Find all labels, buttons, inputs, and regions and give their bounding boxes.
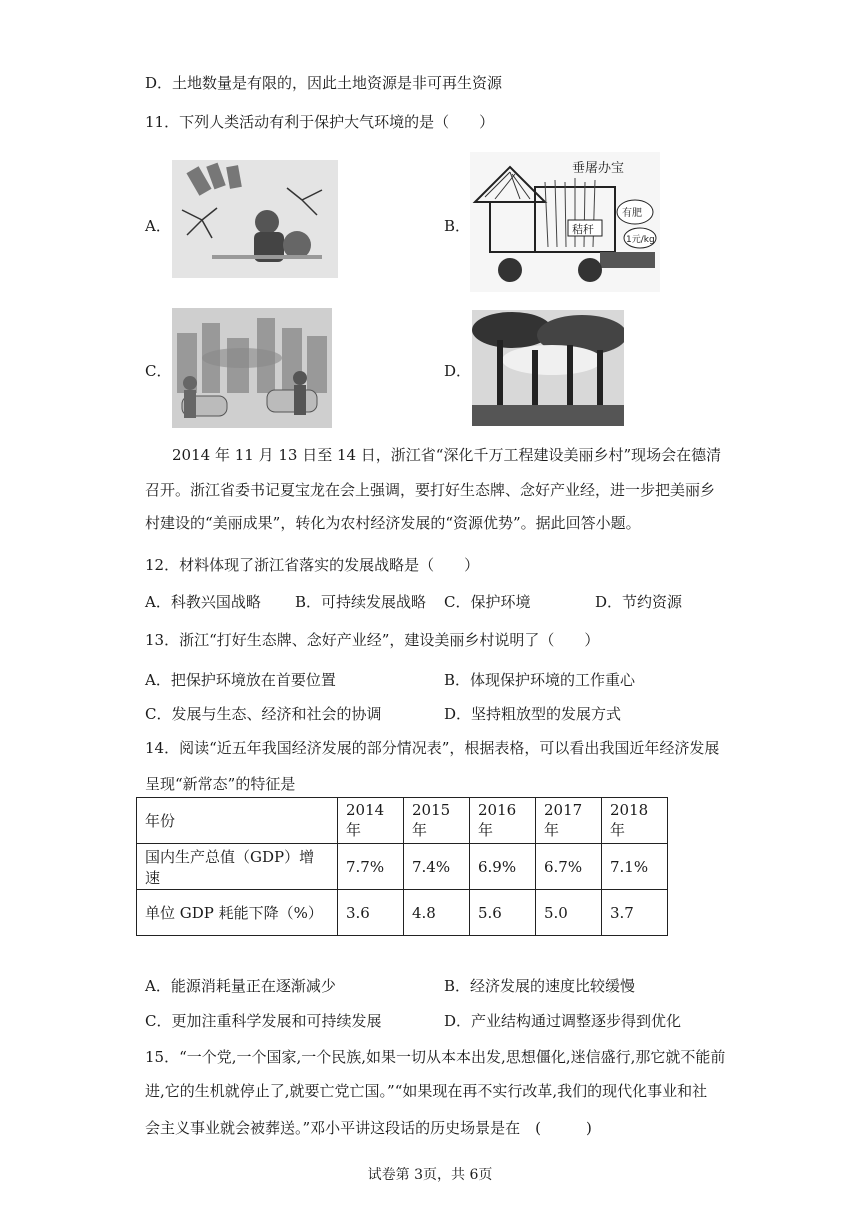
q14-stem-line-1: 14．阅读“近五年我国经济发展的部分情况表”，根据表格，可以看出我国近年经济发展 (145, 739, 720, 757)
price-bag-text: 1元/kg (626, 235, 655, 245)
straw-truck-illustration (470, 152, 660, 292)
fertilizer-bag-text: 有肥 (622, 208, 642, 219)
q15-line-3: 会主义事业就会被葬送。”邓小平讲这段话的历史场景是在 ( ) (145, 1119, 592, 1137)
q11-stem: 11．下列人类活动有利于保护大气环境的是（ ） (145, 113, 495, 131)
passage-line-1: 2014 年 11 月 13 日至 14 日，浙江省“深化千万工程建设美丽乡村”现场会在德清 (172, 446, 722, 464)
truck-cargo-text: 秸秆 (572, 223, 594, 236)
q11-image-d (472, 310, 624, 426)
table-cell: 5.6 (470, 890, 536, 936)
table-header-cell: 2017 年 (536, 798, 602, 844)
fireworks-illustration (172, 160, 338, 278)
q12-option-c: C．保护环境 (444, 593, 531, 611)
q14-option-b: B．经济发展的速度比较缓慢 (444, 977, 636, 995)
economy-table (136, 797, 668, 936)
q11-label-a: A． (145, 217, 171, 235)
table-cell: 7.7% (338, 844, 404, 890)
q11-label-d: D． (444, 362, 472, 380)
q11-image-a (172, 160, 338, 278)
passage-line-2: 召开。浙江省委书记夏宝龙在会上强调，要打好生态牌、念好产业经，进一步把美丽乡 (145, 481, 716, 499)
q11-label-c: C． (145, 362, 172, 380)
q13-option-c: C．发展与生态、经济和社会的协调 (145, 705, 382, 723)
q13-option-a: A．把保护环境放在首要位置 (145, 671, 336, 689)
q15-line-1: 15．“一个党,一个国家,一个民族,如果一切从本本出发,思想僵化,迷信盛行,那它就不能前 (145, 1048, 726, 1066)
q12-option-b: B．可持续发展战略 (295, 593, 427, 611)
table-cell: 4.8 (404, 890, 470, 936)
table-cell: 6.9% (470, 844, 536, 890)
traffic-pollution-illustration (172, 308, 332, 428)
table-header-cell: 2014 年 (338, 798, 404, 844)
table-cell: 7.4% (404, 844, 470, 890)
passage-line-3: 村建设的“美丽成果”，转化为农村经济发展的“资源优势”。据此回答小题。 (145, 514, 641, 532)
table-header-cell: 年份 (137, 798, 338, 844)
table-cell: 3.6 (338, 890, 404, 936)
table-cell: 3.7 (602, 890, 668, 936)
q14-stem-line-2: 呈现“新常态”的特征是 (145, 775, 296, 793)
table-header-cell: 2015 年 (404, 798, 470, 844)
table-cell: 单位 GDP 耗能下降（%） (137, 890, 338, 936)
table-row (137, 844, 668, 890)
q11-image-b (470, 152, 660, 292)
q14-option-d: D．产业结构通过调整逐步得到优化 (444, 1012, 682, 1030)
q14-option-a: A．能源消耗量正在逐渐减少 (145, 977, 336, 995)
q11-image-c (172, 308, 332, 428)
table-cell: 国内生产总值（GDP）增速 (137, 844, 338, 890)
q15-line-2: 进,它的生机就停止了,就要亡党亡国。”“如果现在再不实行改革,我们的现代化事业和社 (145, 1082, 708, 1100)
truck-sign-text: 垂屠办宝 (572, 161, 625, 176)
table-header-cell: 2018 年 (602, 798, 668, 844)
q13-stem: 13．浙江“打好生态牌、念好产业经”，建设美丽乡村说明了（ ） (145, 631, 600, 649)
table-cell: 7.1% (602, 844, 668, 890)
table-header-row (137, 798, 668, 844)
q13-option-d: D．坚持粗放型的发展方式 (444, 705, 622, 723)
page-footer: 试卷第 3页，共 6页 (367, 1167, 493, 1183)
table-row (137, 890, 668, 936)
q13-option-b: B．体现保护环境的工作重心 (444, 671, 636, 689)
table-cell: 5.0 (536, 890, 602, 936)
q10-option-d: D．土地数量是有限的，因此土地资源是非可再生资源 (145, 74, 503, 92)
table-cell: 6.7% (536, 844, 602, 890)
factory-smoke-photo (472, 310, 624, 426)
q12-option-a: A．科教兴国战略 (145, 593, 261, 611)
q12-stem: 12．材料体现了浙江省落实的发展战略是（ ） (145, 556, 480, 574)
table-header-cell: 2016 年 (470, 798, 536, 844)
q14-option-c: C．更加注重科学发展和可持续发展 (145, 1012, 382, 1030)
q11-label-b: B． (444, 217, 471, 235)
q12-option-d: D．节约资源 (595, 593, 683, 611)
